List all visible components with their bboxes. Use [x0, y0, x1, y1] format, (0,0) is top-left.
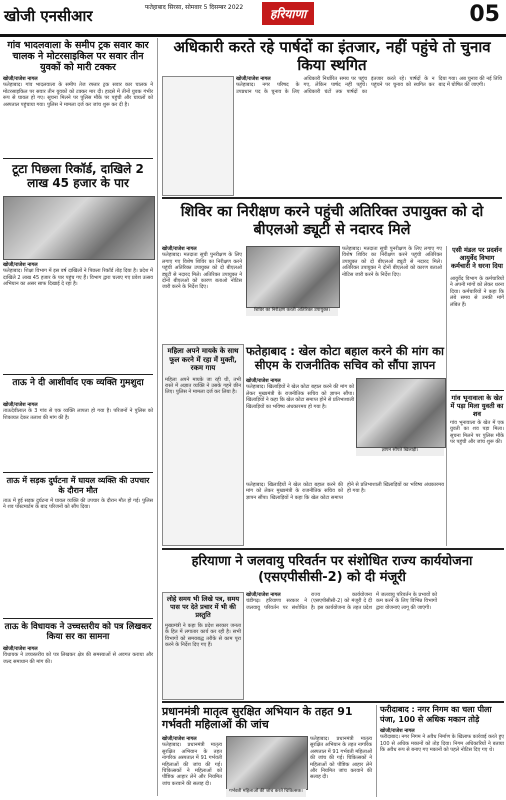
left-mid2-text: ताऊदेवीलाल के 3 गांव से एक व्यक्ति लापता हो गया है। परिजनों ने पुलिस को शिकायत देकर तलाश की मांग की है।	[3, 408, 155, 421]
sports-body-cont	[246, 482, 444, 544]
maternal-byline: खोजी/राजेश नागल	[162, 736, 197, 742]
maternal-photo	[226, 736, 308, 790]
water-byline: खोजी/राजेश नागल	[246, 592, 281, 598]
lead-headline: अधिकारी करते रहे पार्षदों का इंतजार, नहीं पहुंचे तो चुनाव किया स्थगित	[173, 38, 491, 74]
edition-meta: फतेहाबाद सिरसा, सोमवार 5 दिसम्बर 2022	[144, 4, 244, 11]
divider	[450, 390, 504, 391]
bottom-box-body: मुख्यमंत्री ने कहा कि प्रदेश सरकार जनता के हित में लगातार कार्य कर रही है। सभी विभागों को समयबद्ध तरीके से काम पूरा करने के निर्देश दिए गए हैं।	[165, 623, 241, 649]
maternal-body	[162, 736, 222, 796]
divider	[3, 472, 153, 473]
camp-text: फतेहाबाद। मतदाता सूची पुनरीक्षण के लिए लगाए गए विशेष शिविर का निरीक्षण करने पहुंची अतिरिक्त उपायुक्त को दो बीएलओ ड्यूटी से नदारद मिले। अतिरिक्त उपायुक्त ने दोनों बीएलओ को कारण बताओ नोटिस जारी करने के निर्देश दिए।	[162, 252, 244, 291]
divider	[162, 548, 504, 550]
brand-logo: खोजी एनसीआर	[4, 7, 93, 25]
left-low-body	[3, 498, 153, 616]
left-mid2-body	[3, 402, 153, 470]
municipal-text: फरीदाबाद। नगर निगम ने अवैध निर्माण के खिलाफ कार्रवाई करते हुए 100 से अधिक मकानों को तोड़ दिया। निगम अधिकारियों ने बताया कि अवैध रूप से बनाए गए मकानों को पहले नोटिस दिए गए थे।	[380, 734, 506, 754]
left-mid2-headline: ताऊ ने दी आशीर्वाद एक व्यक्ति गुमशुदा	[12, 378, 144, 388]
side-box-headline: महिला अपने मायके के साथ फूल करने में रहा में मुक्ती, रकम गाय	[167, 347, 239, 372]
left-mid-photo	[3, 196, 155, 260]
left-low-headline: ताऊ में सड़क दुर्घटना में घायल व्यक्ति की उपचार के दौरान मौत	[6, 476, 150, 495]
left-mid-headline: टूटा पिछला रिकॉर्ड, दाखिले 2 लाख 45 हजार के पार	[12, 162, 144, 190]
camp-byline: खोजी/राजेश नागल	[162, 246, 197, 252]
left-top-body	[3, 76, 153, 156]
water-headline: हरियाणा ने जलवायु परिवर्तन पर संशोधित राज्य कार्ययोजना (एसएपीसीसी-2) को दी मंजूरी	[191, 554, 473, 585]
maternal-body-cont	[310, 736, 372, 796]
left-top-text: फतेहाबाद। गांव भादलवाला के समीप तेज रफ्तार ट्रक सवार कार चालक ने मोटरसाइकिल पर सवार तीन युवकों को टक्कर मार दी। हादसे में तीनों युवक गंभीर रूप से घायल हो गए। सूचना मिलने पर पुलिस मौके पर पहुंची और घायलों को अस्पताल पहुंचाया गया। पुलिस ने मामला दर्ज कर जांच शुरू कर दी है।	[3, 82, 155, 108]
camp-body-cont	[342, 246, 442, 340]
section-label: हरियाणा	[262, 2, 314, 25]
divider	[3, 374, 153, 375]
page-number: 05	[469, 2, 500, 27]
left-mid-text: फतेहाबाद। शिक्षा विभाग में इस वर्ष दाखिलों ने पिछला रिकॉर्ड तोड़ दिया है। प्रदेश में दाखिले 2 लाख 45 हजार के पार पहुंच गए हैं। विभाग द्वारा चलाए गए प्रवेश उत्सव अभियान का असर साफ दिखाई दे रहा है।	[3, 268, 155, 288]
divider	[3, 158, 153, 159]
maternal-text: फतेहाबाद। प्रधानमंत्री मातृत्व सुरक्षित अभियान के तहत नागरिक अस्पताल में 91 गर्भवती महिलाओं की जांच की गई। चिकित्सकों ने महिलाओं को पौष्टिक आहार लेने और नियमित जांच करवाने की सलाह दी।	[162, 742, 224, 787]
lead-sidebar-box	[162, 76, 234, 196]
maternal-photo-caption: गर्भवती महिलाओं की जांच करते चिकित्सक।	[226, 789, 306, 797]
camp-headline: शिविर का निरीक्षण करने पहुंची अतिरिक्त उपायुक्त को दो बीएलओ ड्यूटी से नदारद मिले	[180, 204, 484, 238]
sports-photo	[356, 378, 446, 448]
left-bottom-text: विधायक ने उच्चस्तरीय को पत्र लिखकर क्षेत्र की समस्याओं से अवगत कराया और जल्द समाधान की मांग की।	[3, 652, 155, 665]
right-side-headline: एसी मंडल पर प्रदर्शन आयुर्वेद विभाग कर्मचारी ने धरना दिया	[451, 246, 503, 270]
right-side2-headline: गांव भूनावाला के खेत में पड़ा मिला युवती का शव	[450, 394, 504, 418]
camp-text-cont: फतेहाबाद। मतदाता सूची पुनरीक्षण के लिए लगाए गए विशेष शिविर का निरीक्षण करने पहुंची अतिरिक्त उपायुक्त को दो बीएलओ ड्यूटी से नदारद मिले। अतिरिक्त उपायुक्त ने दोनों बीएलओ को कारण बताओ नोटिस जारी करने के निर्देश दिए।	[342, 246, 444, 278]
camp-photo	[246, 246, 340, 308]
camp-body	[162, 246, 242, 340]
left-bottom-headline: ताऊ के विधायक ने उच्चस्तरीय को पत्र लिखकर किया सर का सामना	[4, 622, 152, 642]
left-top-headline: गांव भादलवाला के समीप ट्रक सवार कार चालक ने मोटरसाइकिल पर सवार तीन युवकों को मारी टक्कर	[7, 40, 149, 73]
municipal-headline: फरीदाबाद : नगर निगम का चला पीला पंजा, 100 से अधिक मकान तोड़े	[380, 705, 492, 724]
municipal-byline: खोजी/राजेश नागल	[380, 728, 415, 734]
left-mid-byline: खोजी/राजेश नागल	[3, 262, 38, 268]
left-bottom-body	[3, 646, 153, 796]
sports-photo-caption: ज्ञापन सौंपते खिलाड़ी।	[356, 448, 444, 456]
side-box	[162, 344, 244, 546]
sports-body	[246, 378, 354, 478]
water-body	[246, 592, 502, 698]
sports-byline: खोजी/राजेश नागल	[246, 378, 281, 384]
column-divider	[446, 246, 447, 546]
divider	[162, 701, 504, 703]
maternal-text-cont: फतेहाबाद। प्रधानमंत्री मातृत्व सुरक्षित अभियान के तहत नागरिक अस्पताल में 91 गर्भवती महिलाओं की जांच की गई। चिकित्सकों ने महिलाओं को पौष्टिक आहार लेने और नियमित जांच करवाने की सलाह दी।	[310, 736, 374, 781]
bottom-box-headline: लोहे समय भी लिखे पत्र, समय पास पर देते प्रचार में भी की प्रस्तुति	[166, 595, 240, 619]
lead-byline: खोजी/राजेश नागल	[236, 76, 271, 82]
left-bottom-byline: खोजी/राजेश नागल	[3, 646, 38, 652]
lead-body	[236, 76, 502, 194]
left-mid-body	[3, 262, 153, 372]
maternal-headline: प्रधानमंत्री मातृत्व सुरक्षित अभियान के तहत 91 गर्भवती महिलाओं की जांच	[162, 705, 353, 731]
bottom-box	[162, 592, 244, 700]
column-divider	[376, 705, 377, 797]
left-low-text: ताऊ में हुई सड़क दुर्घटना में घायल व्यक्ति की उपचार के दौरान मौत हो गई। पुलिस ने शव पोस्टमार्टम के बाद परिजनों को सौंप दिया।	[3, 498, 155, 511]
side-box-body: महिला अपने मायके जा रही थी, तभी रास्ते में अज्ञात व्यक्ति ने उसके गहने छीन लिए। पुलिस ने मामला दर्ज कर लिया है।	[165, 376, 241, 396]
masthead	[0, 0, 506, 37]
sports-text-cont: फतेहाबाद। खिलाड़ियों ने खेल कोटा बहाल करने की मांग को लेकर मुख्यमंत्री के राजनीतिक सचिव को ज्ञापन सौंपा। खिलाड़ियों ने कहा कि खेल कोटा समाप्त होने से प्रतिभाशाली खिलाड़ियों का भविष्य अंधकारमय हो गया है।	[246, 482, 446, 501]
sports-headline: फतेहाबाद : खेल कोटा बहाल करने की मांग का सीएम के राजनीतिक सचिव को सौंपा ज्ञापन	[246, 344, 444, 372]
lead-text: फतेहाबाद। नगर परिषद के उपप्रधान पद के चुनाव के लिए अधिकारी निर्धारित समय पर पहुंच गए, लेकिन पार्षद नहीं पहुंचे। अधिकारी घंटों तक पार्षदों का इंतजार करते रहे। पार्षदों के न पहुंचने पर चुनाव को स्थगित कर दिया गया। अब चुनाव की नई तिथि बाद में घोषित की जाएगी।	[236, 76, 504, 95]
column-divider	[157, 38, 158, 796]
camp-photo-caption: शिविर का निरीक्षण करती अतिरिक्त उपायुक्त।	[246, 308, 338, 316]
divider	[3, 618, 153, 619]
municipal-body	[380, 728, 504, 796]
sports-text: फतेहाबाद। खिलाड़ियों ने खेल कोटा बहाल करने की मांग को लेकर मुख्यमंत्री के राजनीतिक सचिव को ज्ञापन सौंपा। खिलाड़ियों ने कहा कि खेल कोटा समाप्त होने से प्रतिभाशाली खिलाड़ियों का भविष्य अंधकारमय हो गया है।	[246, 384, 356, 410]
water-text: चंडीगढ़। हरियाणा सरकार ने जलवायु परिवर्तन पर संशोधित राज्य कार्ययोजना (एसएपीसीसी-2) को मंजूरी दे दी है। इस कार्ययोजना के तहत प्रदेश में जलवायु परिवर्तन के प्रभावों को कम करने के लिए विभिन्न विभागों द्वारा योजनाएं लागू की जाएंगी।	[246, 592, 439, 611]
right-side-body: आयुर्वेद विभाग के कर्मचारियों ने अपनी मांगों को लेकर धरना दिया। कर्मचारियों ने कहा कि लंबे समय से उनकी मांगें लंबित हैं।	[450, 276, 504, 308]
left-mid2-byline: खोजी/राजेश नागल	[3, 402, 38, 408]
divider	[162, 197, 502, 199]
left-top-byline: खोजी/राजेश नागल	[3, 76, 38, 82]
right-side2-body: गांव भूनावाला के खेत में एक युवती का शव पड़ा मिला। सूचना मिलने पर पुलिस मौके पर पहुंची और जांच शुरू की।	[450, 420, 504, 446]
